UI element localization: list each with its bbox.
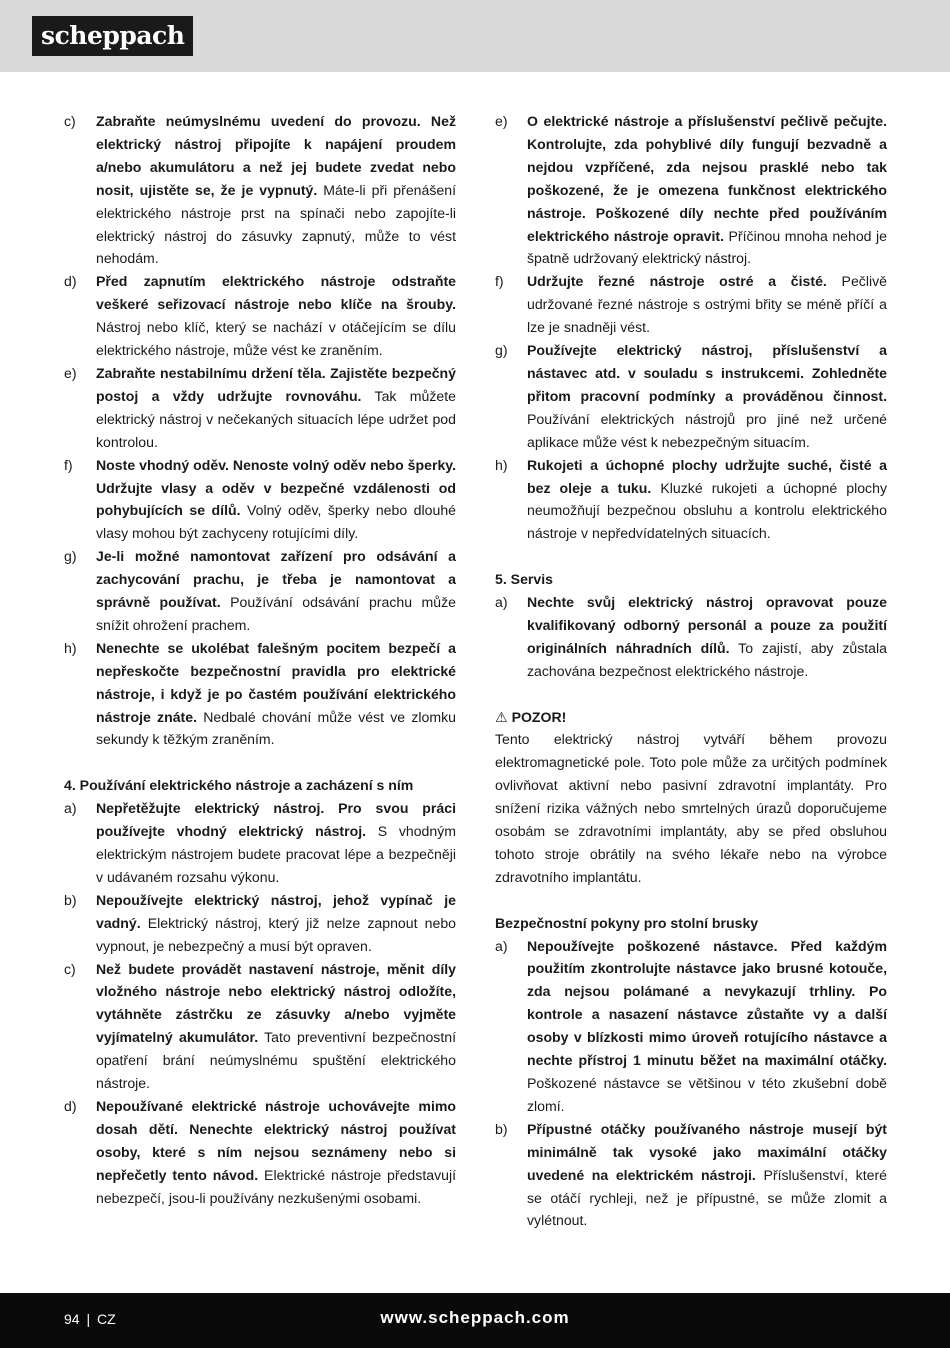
list-item-label: g) [64, 548, 77, 565]
page-number: 94 [64, 1311, 80, 1327]
spacer [64, 751, 456, 774]
list-item-text [527, 591, 887, 683]
list-item [495, 454, 887, 546]
list-item-body: Máte-li při přenášení elektrického nástroje prst na spínači nebo zapojíte-li elektrický nástroj do zásuvky zapnutý, může to vést nehodám. [96, 181, 456, 267]
warning-triangle-icon: ⚠ [495, 708, 508, 725]
section-4-list [64, 797, 456, 1209]
list-item-text [96, 110, 456, 270]
page-header [0, 0, 950, 72]
safety-list-top [64, 110, 456, 751]
list-item-body: Elektrické nástroje představují nebezpečí, jsou-li používány nezkušenými osobami. [96, 1166, 456, 1206]
list-item-label: e) [495, 113, 508, 129]
list-item-text [96, 797, 456, 889]
list-item-body: Nástroj nebo klíč, který se nachází v otáčejícím se dílu elektrického nástroje, může vést ke zraněním. [96, 319, 456, 359]
list-item-emphasis: Udržujte řezné nástroje ostré a čisté. [527, 273, 827, 290]
list-item-text [96, 362, 456, 454]
list-item-label: h) [64, 639, 77, 656]
list-item-label: d) [64, 273, 77, 290]
list-item-text [96, 637, 456, 752]
list-item-body: Poškozené nástavce se většinou v této zkušební době zlomí. [527, 1075, 887, 1114]
grinder-safety-heading: Bezpečnostní pokyny pro stolní brusky [495, 914, 759, 931]
list-item-label: a) [495, 594, 508, 611]
list-item-body: Používání elektrických nástrojů pro jiné než určené aplikace může vést k nebezpečným situacím. [527, 410, 887, 450]
list-item-body: Tak můžete elektrický nástroj v nečekaných situacích lépe udržet pod kontrolou. [96, 387, 456, 450]
left-column [64, 110, 456, 1209]
warning-heading [495, 706, 887, 729]
language-code: CZ [97, 1311, 116, 1327]
list-item-emphasis: Před zapnutím elektrického nástroje odstraňte veškeré seřizovací nástroje nebo klíče na šrouby. [96, 273, 456, 313]
list-item-text [527, 935, 887, 1118]
list-item-label: b) [64, 891, 77, 908]
list-item-label: c) [64, 960, 76, 977]
scheppach-logo: scheppach [32, 16, 193, 56]
list-item [64, 1095, 456, 1210]
spacer [495, 889, 887, 912]
list-item-emphasis: Používejte elektrický nástroj, příslušenství a nástavec atd. v souladu s instrukcemi. Zohledněte přitom pracovní podmínky a prováděnou činnost. [527, 342, 887, 404]
list-item [64, 545, 456, 637]
page-footer [0, 1293, 950, 1348]
list-item-emphasis: Nechte svůj elektrický nástroj opravovat pouze kvalifikovaný odborný personál a pouze za použití originálních náhradních dílů. [527, 594, 887, 656]
list-item-text [527, 270, 887, 339]
list-item-emphasis: Nenechte se ukolébat falešným pocitem bezpečí a nepřeskočte bezpečnostní pravidla pro elektrické nástroje, i když je po častém používání elektrického nástroje znáte. [96, 639, 456, 725]
section-5-heading: 5. Servis [495, 571, 553, 588]
list-item-body: Tato preventivní bezpečnostní opatření brání neúmyslnému spuštění elektrického nástroje. [96, 1029, 456, 1092]
list-item-label: a) [64, 800, 77, 817]
list-item-body: Volný oděv, šperky nebo dlouhé vlasy mohou být zachyceny rotujícími díly. [96, 502, 456, 542]
list-item-text [527, 339, 887, 454]
list-item-emphasis: Nepoužívané elektrické nástroje uchovávejte mimo dosah dětí. Nenechte elektrický nástroj používat osoby, které s ním nejsou seznámeny nebo si nepřečetly tento návod. [96, 1097, 456, 1183]
list-item [495, 1118, 887, 1233]
list-item-body: Kluzké rukojeti a úchopné plochy neumožňují bezpečnou obsluhu a kontrolu elektrického nástroje v nepředvídatelných situacích. [527, 479, 887, 542]
list-item-label: a) [495, 937, 508, 954]
list-item-label: c) [64, 113, 76, 129]
list-item-emphasis: Přípustné otáčky používaného nástroje musejí být minimálně tak vysoké jako maximální otáčky uvedené na elektrickém nástroji. [527, 1120, 887, 1183]
list-item-body: S vhodným elektrickým nástrojem budete pracovat lépe a bezpečněji v udávaném rozsahu výkonu. [96, 823, 457, 885]
list-item-body: To zajistí, aby zůstala zachována bezpečnost elektrického nástroje. [527, 639, 887, 679]
list-item-emphasis: Zabraňte neúmyslnému uvedení do provozu. Než elektrický nástroj připojíte k napájení proudem a/nebo akumulátoru a než jej budete zvedat nebo nosit, ujistěte se, že je vypnutý. [96, 113, 456, 198]
warning-text: Tento elektrický nástroj vytváří během provozu elektromagnetické pole. Toto pole může za určitých podmínek ovlivňovat aktivní nebo pasivní zdravotní implantáty. Pro snížení rizika vážných nebo smrtelných úrazů doporučujeme osobám se zdravotními implantáty, aby se před obsluhou tohoto stroje obrátily na svého lékaře nebo na výrobce zdravotního implantátu. [495, 731, 887, 885]
right-column [495, 110, 887, 1232]
list-item [64, 362, 456, 454]
section-5-list [495, 591, 887, 683]
list-item-body: Používání odsávání prachu může snížit ohrožení prachem. [96, 594, 456, 633]
list-item-text [96, 270, 456, 362]
list-item [64, 889, 456, 958]
list-item [495, 110, 887, 270]
spacer [495, 683, 887, 706]
list-item-emphasis: O elektrické nástroje a příslušenství pečlivě pečujte. Kontrolujte, zda pohyblivé díly fungují bezvadně a nejdou vzpříčené, zda nejsou prasklé nebo tak poškozené, že je omezena funkčnost elektrického nástroje. Poškozené díly nechte před používáním elektrického nástroje opravit. [527, 113, 887, 244]
website-link[interactable]: www.scheppach.com [380, 1308, 570, 1327]
list-item-body: Příčinou mnoha nehod je špatně udržovaný elektrický nástroj. [527, 227, 887, 267]
list-item-emphasis: Nepřetěžujte elektrický nástroj. Pro svou práci používejte vhodný elektrický nástroj. [96, 800, 456, 840]
list-item-emphasis: Nepoužívejte poškozené nástavce. Před každým použitím zkontrolujte nástavce jako brusné kotouče, zda nejsou polámané a nevykazují trhliny. Po kontrole a nasazení nástavce zůstaňte vy a další osoby v blízkosti mimo úroveň rotujícího nástavce a nechte přístroj 1 minutu běžet na maximální otáčky. [527, 937, 887, 1069]
list-item-emphasis: Je-li možné namontovat zařízení pro odsávání a zachycování prachu, je třeba je namontovat a správně používat. [96, 548, 456, 611]
separator: | [86, 1311, 91, 1327]
list-item-text [96, 958, 456, 1095]
list-item-emphasis: Rukojeti a úchopné plochy udržujte suché, čisté a bez oleje a tuku. [527, 456, 887, 496]
list-item-emphasis: Noste vhodný oděv. Nenoste volný oděv nebo šperky. Udržujte vlasy a oděv v bezpečné vzdálenosti od pohybujících se dílů. [96, 456, 456, 519]
list-item [495, 270, 887, 339]
list-item-text [527, 1118, 887, 1233]
list-item [64, 454, 456, 546]
list-item-label: g) [495, 342, 508, 359]
list-item [64, 270, 456, 362]
list-item-text [96, 889, 456, 958]
list-item-text [96, 1095, 456, 1210]
list-item [64, 797, 456, 889]
list-item [64, 110, 456, 270]
list-item-body: Příslušenství, které se otáčí rychleji, než je přípustné, se může zlomit a vylétnout. [527, 1166, 888, 1229]
list-item-label: f) [64, 456, 73, 473]
list-item-label: f) [495, 273, 504, 290]
list-item-label: e) [64, 364, 77, 381]
list-item [495, 339, 887, 454]
list-item-label: h) [495, 456, 508, 473]
list-item-emphasis: Než budete provádět nastavení nástroje, měnit díly vložného nástroje nebo elektrický nástroj odložíte, vytáhněte zástrčku ze zásuvky a/nebo vyjměte vyjímatelný akumulátor. [96, 960, 456, 1046]
list-item-text [96, 545, 456, 637]
list-item-text [527, 110, 887, 270]
section-4-heading: 4. Používání elektrického nástroje a zacházení s ním [64, 777, 414, 794]
list-item [495, 935, 887, 1118]
list-item-body: Pečlivě udržované řezné nástroje s ostrými břity se méně příčí a lze je snadněji vést. [527, 273, 887, 336]
list-item-emphasis: Nepoužívejte elektrický nástroj, jehož vypínač je vadný. [96, 891, 456, 931]
list-item-label: b) [495, 1120, 508, 1137]
grinder-safety-list [495, 935, 887, 1233]
list-item [64, 958, 456, 1095]
list-item-body: Elektrický nástroj, který již nelze zapnout nebo vypnout, je nebezpečný a musí být opraven. [96, 914, 456, 954]
spacer [495, 545, 887, 568]
list-item-emphasis: Zabraňte nestabilnímu držení těla. Zajistěte bezpečný postoj a vždy udržujte rovnováhu. [96, 364, 456, 404]
list-item [64, 637, 456, 752]
warning-title: POZOR! [511, 708, 567, 725]
safety-list-continued [495, 110, 887, 545]
list-item-text [527, 454, 887, 546]
list-item [495, 591, 887, 683]
list-item-body: Nedbalé chování může vést ve zlomku sekundy k těžkým zraněním. [96, 708, 457, 748]
list-item-text [96, 454, 456, 546]
list-item-label: d) [64, 1097, 77, 1114]
